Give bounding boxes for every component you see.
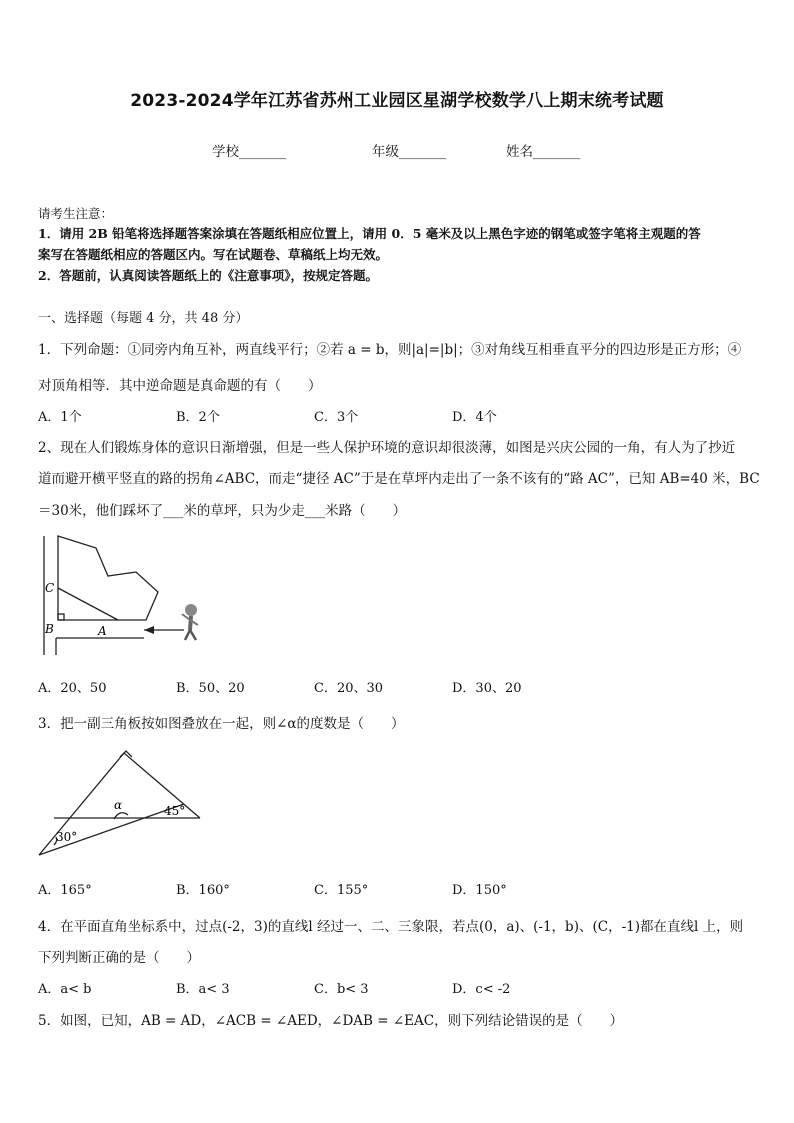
q4-line-1: 4．在平面直角坐标系中，过点(-2，3)的直线l 经过一、二、三象限，若点(0，a)、(-1，b)、(C，-1)都在直线l 上，则 <box>38 919 744 935</box>
q3-figure <box>34 745 209 860</box>
q1-option-d: D．4个 <box>452 410 497 425</box>
school-field: 学校_______ <box>212 144 287 160</box>
walking-person-icon <box>182 604 198 640</box>
q1-option-b: B．2个 <box>176 410 220 425</box>
q1-line-1: 1．下列命题：①同旁内角互补，两直线平行；②若 a = b，则|a|=|b|；③对角线互相垂直平分的四边形是正方形；④ <box>38 342 742 358</box>
q1-line-2: 对顶角相等．其中逆命题是真命题的有（ ） <box>38 378 322 394</box>
q4-line-2: 下列判断正确的是（ ） <box>38 950 200 966</box>
label-a: A <box>98 624 107 638</box>
q2-option-c: C．20、30 <box>314 681 384 696</box>
q3-option-d: D．150° <box>452 883 507 898</box>
label-30: 30° <box>56 830 78 844</box>
label-45: 45° <box>164 804 186 818</box>
label-c: C <box>45 581 55 595</box>
q4-option-d: D．c< -2 <box>452 982 511 997</box>
q3-option-a: A．165° <box>38 883 92 898</box>
q4-option-c: C．b< 3 <box>314 982 369 997</box>
q2-line-3: ＝30米，他们踩坏了___米的草坪，只为少走___米路（ ） <box>38 503 407 519</box>
q3-option-b: B．160° <box>176 883 230 898</box>
q4-option-b: B．a< 3 <box>176 982 230 997</box>
q3-option-c: C．155° <box>314 883 369 898</box>
path-ac <box>58 588 118 620</box>
label-alpha: α <box>114 798 123 812</box>
lawn-outline <box>58 536 158 620</box>
right-angle-mark <box>58 614 64 620</box>
label-b: B <box>45 622 54 636</box>
q1-option-a: A．1个 <box>38 410 82 425</box>
grade-field: 年级_______ <box>372 144 447 160</box>
notice-line-2: 2．答题前，认真阅读答题纸上的《注意事项》，按规定答题。 <box>38 268 378 283</box>
arrow-head <box>144 626 154 634</box>
q2-option-b: B．50、20 <box>176 681 245 696</box>
q1-option-c: C．3个 <box>314 410 359 425</box>
q2-option-a: A．20、50 <box>38 681 107 696</box>
notice-line-1b: 案写在答题纸相应的答题区内。写在试题卷、草稿纸上均无效。 <box>38 247 389 262</box>
page-title: 2023-2024学年江苏省苏州工业园区星湖学校数学八上期末统考试题 <box>130 91 664 111</box>
q5-line-1: 5．如图，已知，AB = AD，∠ACB = ∠AED，∠DAB = ∠EAC，则下列结论错误的是（ ） <box>38 1013 624 1029</box>
q3-line-1: 3．把一副三角板按如图叠放在一起，则∠α的度数是（ ） <box>38 716 405 732</box>
triangle-right-side <box>124 753 200 818</box>
q2-option-d: D．30、20 <box>452 681 522 696</box>
q2-line-1: 2、现在人们锻炼身体的意识日渐增强，但是一些人保护环境的意识却很淡薄，如图是兴庆公园的一角，有人为了抄近 <box>38 440 736 456</box>
q4-option-a: A．a< b <box>38 982 92 997</box>
q2-line-2: 道而避开横平竖直的路的拐角∠ABC，而走“捷径 AC”于是在草坪内走出了一条不该有的“路 AC”，已知 AB=40 米，BC <box>38 471 760 487</box>
q2-figure <box>36 530 216 660</box>
notice-line-1a: 1．请用 2B 铅笔将选择题答案涂填在答题纸相应位置上，请用 0．5 毫米及以上黑色字迹的钢笔或签字笔将主观题的答 <box>38 226 701 241</box>
name-field: 姓名_______ <box>506 144 581 160</box>
section-heading: 一、选择题（每题 4 分，共 48 分） <box>38 311 249 326</box>
notice-heading: 请考生注意： <box>38 206 114 221</box>
